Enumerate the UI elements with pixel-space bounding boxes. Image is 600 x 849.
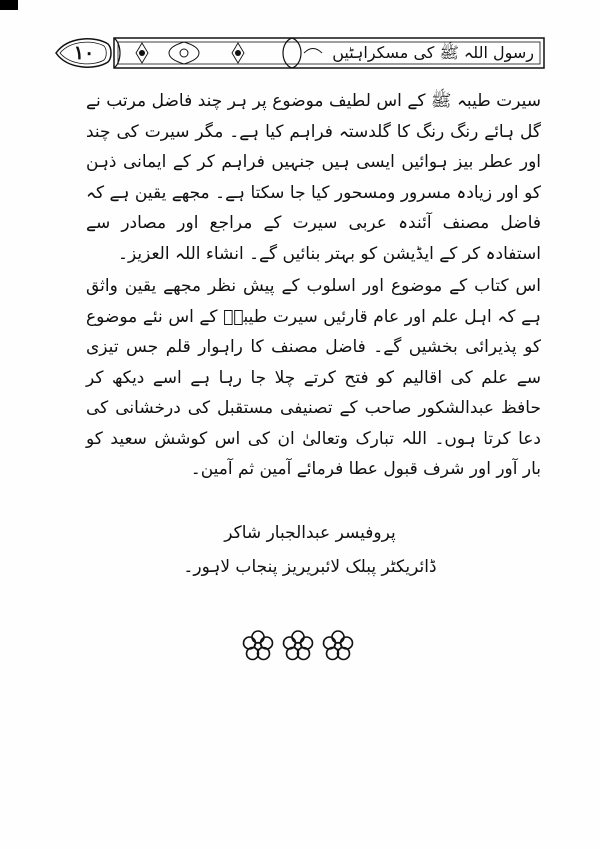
page-header bbox=[54, 34, 548, 72]
page-number: ۱۰ bbox=[73, 42, 95, 64]
paragraph: سیرت طیبہ ﷺ کے اس لطیف موضوع پر ہر چند فاضل مرتب نے گل ہائے رنگ رنگ کا گلدستہ فراہم کیا ہے۔ مگر سیرت کی چند اور عطر بیز ہوائیں ایسی ہیں جنہیں فراہم کر کے ایمانی ذہن کو اور زیادہ مسرور ومسحور کیا جا سکتا ہے۔ مجھے یقین ہے کہ فاضل مصنف آئندہ عربی سیرت کے مراجع اور مصادر سے استفادہ کر کے ایڈیشن کو بہتر بنائیں گے۔ انشاء اللہ العزیز۔ bbox=[86, 91, 541, 264]
author-name: پروفیسر عبدالجبار شاکر bbox=[224, 523, 396, 543]
paragraph: اس کتاب کے موضوع اور اسلوب کے پیش نظر مجھے یقین واثق ہے کہ اہل علم اور عام قارئیں سیرت طیبہؐ کے اس نئے موضوع کو پذیرائی بخشیں گے۔ فاضل مصنف کا راہوار قلم جس تیزی سے علم کی اقالیم کو فتح کرتے چلا جا رہا ہے اسے دیکھ کر حافظ عبدالشکور صاحب کے تصنیفی مستقبل کی درخشانی کی دعا کرتا ہوں۔ اللہ تبارک وتعالیٰ ان کی اس کوشش سعید کو بار آور اور شرف قبول عطا فرمائے آمین ثم آمین۔ bbox=[86, 276, 541, 479]
running-title: رسول اللہ ﷺ کی مسکراہٹیں bbox=[332, 43, 534, 62]
scan-crop-mark bbox=[0, 0, 18, 10]
signature-block bbox=[160, 516, 460, 584]
author-designation: ڈائریکٹر پبلک لائبریریز پنجاب لاہور۔ bbox=[183, 557, 437, 577]
body-text bbox=[86, 86, 541, 485]
three-flowers-icon bbox=[238, 628, 358, 664]
